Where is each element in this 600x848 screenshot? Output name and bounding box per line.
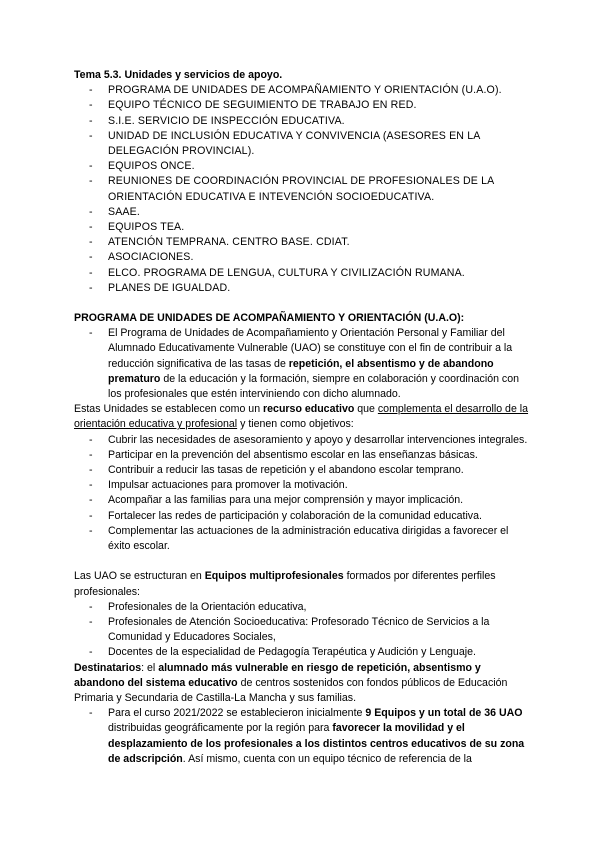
objectives-list — [74, 433, 532, 555]
recipients-text: : el — [141, 661, 159, 674]
list-item: - S.I.E. SERVICIO DE INSPECCIÓN EDUCATIVA. — [74, 114, 532, 129]
uao-heading: PROGRAMA DE UNIDADES DE ACOMPAÑAMIENTO Y ORIENTACIÓN (U.A.O): — [74, 312, 465, 325]
list-item: - Participar en la prevención del absentismo escolar en las enseñanzas básicas. — [74, 448, 532, 463]
objectives-intro-text: que — [354, 403, 378, 416]
list-item: - Impulsar actuaciones para promover la motivación. — [74, 478, 532, 493]
course-text: Para el curso 2021/2022 se establecieron inicialmente — [108, 707, 366, 720]
list-item: - ATENCIÓN TEMPRANA. CENTRO BASE. CDIAT. — [74, 235, 532, 250]
objectives-intro-underlined: complementa el desarrollo de la orientación educativa y profesional — [74, 403, 529, 431]
objectives-intro-end: y tienen como objetivos: — [237, 418, 354, 431]
recipients-label: Destinatarios — [74, 661, 142, 674]
list-item: - Profesionales de Atención Socioeducativa: Profesorado Técnico de Servicios a la Comunidad y Educadores Sociales, — [74, 615, 532, 645]
list-item: - SAAE. — [74, 205, 532, 220]
course-bold: favorecer la movilidad y el desplazamiento de los profesionales a los distintos centros educativos de su zona de adscripción — [108, 722, 525, 765]
topic-list — [74, 83, 532, 296]
uao-intro-list — [74, 326, 532, 402]
list-item: - Profesionales de la Orientación educativa, — [74, 600, 532, 615]
uao-intro-emphasis: repetición, el absentismo y de abandono prematuro — [108, 357, 494, 385]
teams-intro-text: Las UAO se estructuran en — [74, 570, 205, 583]
objectives-intro-text: Estas Unidades se establecen como un — [74, 403, 264, 416]
recipients-paragraph — [74, 661, 532, 707]
list-item: - EQUIPOS TEA. — [74, 220, 532, 235]
recipients-bold: alumnado más vulnerable en riesgo de repetición, absentismo y abandono del sistema educativo — [74, 661, 481, 689]
list-item: - ASOCIACIONES. — [74, 250, 532, 265]
recipients-end: de centros sostenidos con fondos públicos de Educación Primaria y Secundaria de Castilla-La Mancha y sus familias. — [74, 676, 508, 704]
list-item: - PLANES DE IGUALDAD. — [74, 281, 532, 296]
list-item: - Acompañar a las familias para una mejor comprensión y mayor implicación. — [74, 493, 532, 508]
teams-intro — [74, 569, 532, 599]
document-page — [74, 68, 532, 767]
course-item — [74, 706, 532, 767]
objectives-intro-bold: recurso educativo — [263, 403, 355, 416]
list-item: - EQUIPO TÉCNICO DE SEGUIMIENTO DE TRABAJO EN RED. — [74, 98, 532, 113]
list-item: - Fortalecer las redes de participación y colaboración de la comunidad educativa. — [74, 509, 532, 524]
teams-intro-bold: Equipos multiprofesionales — [204, 570, 344, 583]
list-item: - Contribuir a reducir las tasas de repetición y el abandono escolar temprano. — [74, 463, 532, 478]
list-item: - Cubrir las necesidades de asesoramiento y apoyo y desarrollar intervenciones integrales. — [74, 433, 532, 448]
uao-intro — [74, 326, 532, 402]
list-item: - EQUIPOS ONCE. — [74, 159, 532, 174]
profiles-list — [74, 600, 532, 661]
course-list — [74, 706, 532, 767]
course-end: . Así mismo, cuenta con un equipo técnico de referencia de la — [182, 752, 472, 765]
list-item: - Complementar las actuaciones de la administración educativa dirigidas a favorecer el éxito escolar. — [74, 524, 532, 554]
uao-intro-end: de la educación y la formación, siempre en colaboración y coordinación con los profesionales que estén interviniendo con dicho alumnado. — [108, 372, 520, 401]
list-item: - ELCO. PROGRAMA DE LENGUA, CULTURA Y CIVILIZACIÓN RUMANA. — [74, 266, 532, 281]
list-item: - REUNIONES DE COORDINACIÓN PROVINCIAL DE PROFESIONALES DE LA ORIENTACIÓN EDUCATIVA E INTEVENCIÓN SOCIOEDUCATIVA. — [74, 174, 532, 204]
teams-intro-end: formados por diferentes perfiles profesionales: — [74, 570, 496, 598]
list-item: - UNIDAD DE INCLUSIÓN EDUCATIVA Y CONVIVENCIA (ASESORES EN LA DELEGACIÓN PROVINCIAL). — [74, 129, 532, 159]
course-text: distribuidas geográficamente por la región para — [108, 722, 333, 735]
uao-intro-text: El Programa de Unidades de Acompañamiento y Orientación Personal y Familiar del Alumnado Educativamente Vulnerable (UAO) se constituye con el fin de contribuir a la reducción significativa de las tasas de — [108, 327, 513, 370]
list-item: - PROGRAMA DE UNIDADES DE ACOMPAÑAMIENTO Y ORIENTACIÓN (U.A.O). — [74, 83, 532, 98]
list-item: - Docentes de la especialidad de Pedagogía Terapéutica y Audición y Lenguaje. — [74, 645, 532, 660]
objectives-intro — [74, 402, 532, 432]
topic-title: Tema 5.3. Unidades y servicios de apoyo. — [74, 69, 283, 81]
course-bold: 9 Equipos y un total de 36 UAO — [365, 707, 523, 720]
